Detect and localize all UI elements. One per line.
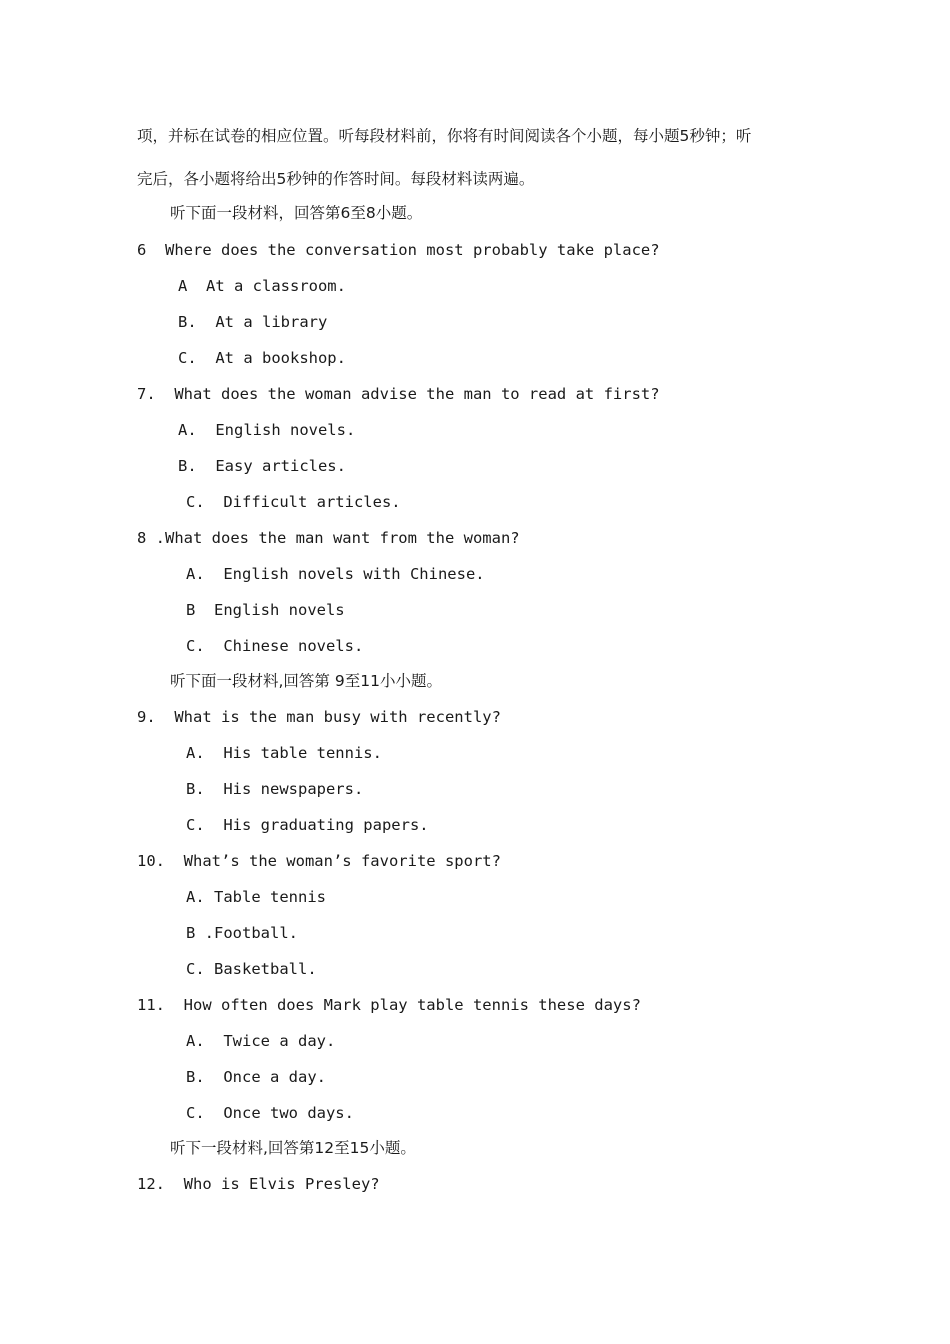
question-text: 12. Who is Elvis Presley? xyxy=(137,1175,380,1193)
option-b: B. Easy articles. xyxy=(178,457,346,475)
option-c: C. At a bookshop. xyxy=(178,349,346,367)
question-text: 8 .What does the man want from the woman? xyxy=(137,529,520,547)
instruction-line-1: 项，并标在试卷的相应位置。听每段材料前，你将有时间阅读各个小题，每小题5秒钟；听 xyxy=(137,127,752,145)
section-header: 听下面一段材料，回答第6至8小题。 xyxy=(170,204,423,222)
instruction-line-2: 完后，各小题将给出5秒钟的作答时间。每段材料读两遍。 xyxy=(137,170,535,188)
section-header: 听下面一段材料,回答第 9至11小小题。 xyxy=(170,672,442,690)
section-header: 听下一段材料,回答第12至15小题。 xyxy=(170,1139,416,1157)
question-text: 7. What does the woman advise the man to read at first? xyxy=(137,385,660,403)
option-b: B. Once a day. xyxy=(186,1068,326,1086)
question-text: 6 Where does the conversation most probably take place? xyxy=(137,241,660,259)
option-b: B English novels xyxy=(186,601,345,619)
question-text: 10. What’s the woman’s favorite sport? xyxy=(137,852,501,870)
option-c: C. His graduating papers. xyxy=(186,816,429,834)
option-c: C. Once two days. xyxy=(186,1104,354,1122)
option-b: B. At a library xyxy=(178,313,328,331)
question-text: 9. What is the man busy with recently? xyxy=(137,708,501,726)
option-c: C. Chinese novels. xyxy=(186,637,364,655)
option-c: C. Difficult articles. xyxy=(186,493,401,511)
option-b: B. His newspapers. xyxy=(186,780,364,798)
option-a: A At a classroom. xyxy=(178,277,346,295)
option-a: A. English novels with Chinese. xyxy=(186,565,485,583)
option-a: A. His table tennis. xyxy=(186,744,382,762)
question-text: 11. How often does Mark play table tennis these days? xyxy=(137,996,641,1014)
option-a: A. Table tennis xyxy=(186,888,326,906)
option-b: B .Football. xyxy=(186,924,298,942)
option-c: C. Basketball. xyxy=(186,960,317,978)
option-a: A. English novels. xyxy=(178,421,356,439)
option-a: A. Twice a day. xyxy=(186,1032,336,1050)
